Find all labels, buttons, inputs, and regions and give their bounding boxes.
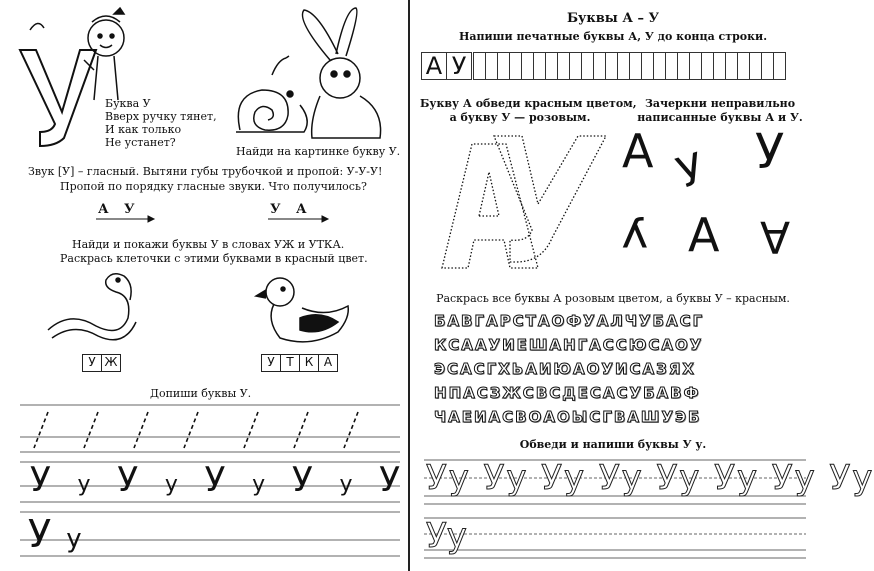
left-page bbox=[0, 0, 408, 571]
sample-letter: у bbox=[164, 472, 178, 497]
outlined-letter[interactable]: О bbox=[528, 408, 543, 426]
outlined-letter[interactable]: А bbox=[549, 336, 563, 354]
sample-letter: у bbox=[66, 524, 82, 554]
color-instr: Раскрась все буквы А розовым цветом, а буквы У – красным. bbox=[436, 292, 790, 305]
sample-letter: у bbox=[252, 472, 266, 497]
snake-drawing bbox=[48, 274, 136, 340]
word-uzh-cell[interactable]: Ж bbox=[101, 354, 121, 372]
outlined-letter[interactable]: Е bbox=[516, 336, 528, 354]
outlined-letter[interactable]: У bbox=[601, 360, 614, 378]
outlined-letter[interactable]: Ь bbox=[511, 360, 525, 378]
outlined-letter[interactable]: А bbox=[488, 408, 502, 426]
outlined-letter[interactable]: Ш bbox=[528, 336, 549, 354]
outlined-letter[interactable]: Б bbox=[643, 384, 656, 402]
outlined-letter[interactable]: В bbox=[670, 384, 683, 402]
outlined-letter[interactable]: С bbox=[615, 336, 628, 354]
outlined-letter[interactable]: У bbox=[488, 336, 502, 354]
outlined-letter[interactable]: Г bbox=[474, 312, 486, 330]
rotated-letter[interactable]: А bbox=[622, 124, 654, 178]
outlined-letter[interactable]: А bbox=[642, 360, 656, 378]
outlined-letter[interactable]: А bbox=[656, 384, 670, 402]
outlined-letter[interactable]: С bbox=[629, 360, 642, 378]
big-letter-u-drawing bbox=[20, 50, 96, 146]
outlined-letter[interactable]: С bbox=[602, 336, 615, 354]
outlined-letter[interactable]: А bbox=[448, 408, 461, 426]
grid-cell-u[interactable]: У bbox=[446, 52, 472, 80]
outlined-letter[interactable]: Б bbox=[688, 408, 701, 426]
find-letter-caption: Найди на картинке букву У. bbox=[236, 145, 401, 158]
outlined-letter[interactable]: Ч bbox=[624, 312, 638, 330]
outlined-letter[interactable]: О bbox=[556, 408, 571, 426]
rotated-letter[interactable]: У bbox=[755, 124, 785, 180]
word-uzh-boxes[interactable] bbox=[83, 354, 121, 372]
word-utka-cell[interactable]: А bbox=[318, 354, 338, 372]
writing-lines-row1 bbox=[20, 405, 400, 452]
outlined-letter[interactable]: А bbox=[463, 384, 476, 402]
outlined-letter[interactable]: Я bbox=[668, 360, 682, 378]
outlined-letter[interactable]: А bbox=[525, 360, 538, 378]
outlined-letter[interactable]: Г bbox=[692, 312, 704, 330]
pair2-u: У bbox=[270, 202, 281, 217]
find-show-line-2: Раскрась клеточки с этими буквами в красный цвет. bbox=[60, 252, 368, 265]
outlined-letter[interactable]: Г bbox=[486, 360, 498, 378]
outlined-letter[interactable]: С bbox=[589, 384, 602, 402]
outlined-letter[interactable]: З bbox=[656, 360, 668, 378]
sample-letter: У bbox=[204, 460, 226, 500]
outlined-letter[interactable]: Б bbox=[434, 312, 447, 330]
right-page bbox=[410, 0, 874, 571]
rotated-letter[interactable]: У bbox=[622, 207, 648, 256]
outlined-letter[interactable]: А bbox=[573, 360, 586, 378]
outlined-letter[interactable]: Э bbox=[675, 408, 688, 426]
outlined-letter[interactable]: Ж bbox=[502, 384, 522, 402]
outlined-letter[interactable]: О bbox=[551, 312, 566, 330]
sample-letter: У bbox=[379, 460, 400, 500]
outlined-letter[interactable]: А bbox=[589, 336, 602, 354]
outlined-letter[interactable]: Ш bbox=[640, 408, 661, 426]
outlined-letter[interactable]: Р bbox=[499, 312, 512, 330]
outlined-letter[interactable]: Х bbox=[682, 360, 695, 378]
letter-row[interactable] bbox=[434, 408, 700, 426]
dashed-slants bbox=[34, 412, 358, 448]
outlined-letter[interactable]: С bbox=[616, 384, 629, 402]
letter-row[interactable] bbox=[434, 336, 702, 354]
outlined-letter[interactable]: А bbox=[596, 312, 610, 330]
outlined-letter[interactable]: И bbox=[614, 360, 629, 378]
word-utka-cell[interactable]: Т bbox=[280, 354, 300, 372]
sample-letter: у bbox=[77, 472, 91, 497]
letter-row[interactable] bbox=[434, 360, 695, 378]
page-title: Буквы А – У bbox=[566, 11, 660, 26]
outlined-letter[interactable]: Е bbox=[577, 384, 589, 402]
trace-instr: Обведи и напиши буквы У у. bbox=[519, 438, 707, 451]
outlined-letter[interactable]: С bbox=[549, 384, 562, 402]
sample-letters-row3 bbox=[28, 512, 82, 556]
pair1-u: У bbox=[124, 202, 135, 217]
outlined-letter[interactable]: Э bbox=[434, 360, 447, 378]
outlined-letter[interactable]: А bbox=[661, 336, 675, 354]
outlined-letter[interactable]: Л bbox=[610, 312, 624, 330]
snail-drawing bbox=[236, 56, 307, 132]
cross-instr-2: написанные буквы А и У. bbox=[637, 111, 803, 124]
outlined-letter[interactable]: А bbox=[461, 336, 474, 354]
sample-letters-row2 bbox=[30, 460, 400, 500]
outlined-letter[interactable]: В bbox=[613, 408, 627, 426]
outlined-letter[interactable]: О bbox=[675, 336, 689, 354]
finish-caption: Допиши буквы У. bbox=[150, 387, 252, 400]
outlined-letter[interactable]: П bbox=[448, 384, 463, 402]
pair1-a: А bbox=[98, 202, 109, 217]
sample-letter: У bbox=[117, 460, 139, 500]
rabbit-drawing bbox=[302, 8, 380, 138]
outlined-letter[interactable]: В bbox=[461, 312, 474, 330]
outlined-letter[interactable]: У bbox=[638, 312, 652, 330]
outlined-letter[interactable]: С bbox=[447, 360, 460, 378]
outlined-letter[interactable]: У bbox=[629, 384, 643, 402]
outlined-letter[interactable]: Ф bbox=[566, 312, 583, 330]
outlined-letter[interactable]: У bbox=[689, 336, 703, 354]
outlined-letter[interactable]: Ю bbox=[628, 336, 648, 354]
outlined-letter[interactable]: С bbox=[648, 336, 661, 354]
outlined-letter[interactable]: А bbox=[537, 312, 551, 330]
letter-row[interactable] bbox=[434, 384, 699, 402]
find-show-line-1: Найди и покажи буквы У в словах УЖ и УТКА. bbox=[72, 238, 345, 251]
outlined-letter[interactable]: И bbox=[473, 408, 488, 426]
pair2-a: А bbox=[296, 202, 307, 217]
outlined-letter[interactable]: С bbox=[502, 408, 515, 426]
outlined-letter[interactable]: В bbox=[515, 408, 528, 426]
instruction-write: Напиши печатные буквы А, У до конца строки. bbox=[458, 30, 768, 43]
outlined-letter[interactable]: А bbox=[665, 312, 679, 330]
outlined-letter[interactable]: Ф bbox=[683, 384, 700, 402]
outlined-letter[interactable]: Г bbox=[577, 336, 589, 354]
outlined-letter[interactable]: А bbox=[474, 336, 488, 354]
outlined-letter[interactable]: А bbox=[543, 408, 556, 426]
outlined-letter[interactable]: С bbox=[522, 384, 535, 402]
outlined-letter[interactable]: Г bbox=[602, 408, 613, 426]
outlined-letter[interactable]: С bbox=[448, 336, 461, 354]
duck-drawing bbox=[256, 278, 348, 342]
outlined-letter[interactable]: Х bbox=[498, 360, 511, 378]
outlined-letter[interactable]: Н bbox=[434, 384, 448, 402]
outline-instr-1: Букву А обведи красным цветом, bbox=[420, 97, 637, 110]
word-utka-boxes[interactable] bbox=[262, 354, 338, 372]
outlined-letter[interactable]: Ч bbox=[434, 408, 448, 426]
outlined-letter[interactable]: А bbox=[602, 384, 616, 402]
outline-instr-2: а букву У — розовым. bbox=[449, 111, 591, 124]
outlined-letter[interactable]: У bbox=[583, 312, 596, 330]
poem-line-4: Не устанет? bbox=[105, 136, 176, 149]
outlined-letter[interactable]: К bbox=[434, 336, 448, 354]
rotated-letter[interactable]: У bbox=[670, 143, 711, 198]
word-utka-cell[interactable]: У bbox=[261, 354, 281, 372]
outlined-letter[interactable]: Н bbox=[563, 336, 577, 354]
outlined-letter[interactable]: Е bbox=[461, 408, 473, 426]
poem-line-1: Буква У bbox=[105, 97, 151, 110]
grid-cell-a[interactable]: А bbox=[421, 52, 447, 80]
poem-line-3: И как только bbox=[105, 123, 182, 136]
outlined-letter[interactable]: Б bbox=[652, 312, 665, 330]
sound-line-1: Звук [У] – гласный. Вытяни губы трубочкой и пропой: У-У-У! bbox=[28, 165, 383, 178]
trace-letters-row1[interactable]: Уу Уу Уу Уу Уу Уу Уу Уу bbox=[426, 458, 874, 498]
outlined-letter[interactable]: И bbox=[502, 336, 516, 354]
word-utka-cell[interactable]: К bbox=[299, 354, 319, 372]
sample-letter: у bbox=[339, 472, 353, 497]
outlined-letter[interactable]: И bbox=[538, 360, 553, 378]
outlined-letter[interactable]: С bbox=[473, 360, 486, 378]
sample-letter: У bbox=[291, 460, 313, 500]
cross-instr-1: Зачеркни неправильно bbox=[644, 97, 796, 110]
rotated-letter[interactable]: А bbox=[688, 208, 720, 262]
sample-letter: У bbox=[28, 512, 52, 556]
sample-letter: У bbox=[30, 460, 51, 500]
dotted-letter-u bbox=[494, 136, 606, 262]
sound-line-2: Пропой по порядку гласные звуки. Что получилось? bbox=[60, 180, 367, 193]
outlined-letter[interactable]: С bbox=[512, 312, 525, 330]
poem-line-2: Вверх ручку тянет, bbox=[105, 110, 217, 123]
outlined-letter[interactable]: Ы bbox=[571, 408, 589, 426]
outlined-letter[interactable]: А bbox=[627, 408, 640, 426]
outlined-letter[interactable]: У bbox=[661, 408, 675, 426]
trace-letters-row2[interactable]: Уу bbox=[426, 516, 467, 556]
dotted-letter-a bbox=[442, 144, 538, 268]
outlined-letter[interactable]: О bbox=[586, 360, 601, 378]
outlined-letter[interactable]: Д bbox=[562, 384, 577, 402]
outlined-letter[interactable]: С bbox=[589, 408, 602, 426]
outlined-letter[interactable]: С bbox=[476, 384, 489, 402]
outlined-letter[interactable]: С bbox=[679, 312, 692, 330]
outlined-letter[interactable]: В bbox=[535, 384, 549, 402]
word-uzh-cell[interactable]: У bbox=[82, 354, 102, 372]
outlined-letter[interactable]: Ю bbox=[553, 360, 573, 378]
outlined-letter[interactable]: З bbox=[489, 384, 502, 402]
outlined-letter[interactable]: А bbox=[447, 312, 461, 330]
rotated-letter[interactable]: А bbox=[760, 211, 791, 262]
letter-row[interactable] bbox=[434, 312, 703, 330]
outlined-letter[interactable]: Т bbox=[525, 312, 537, 330]
outlined-letter[interactable]: А bbox=[460, 360, 473, 378]
outlined-letter[interactable]: А bbox=[486, 312, 499, 330]
